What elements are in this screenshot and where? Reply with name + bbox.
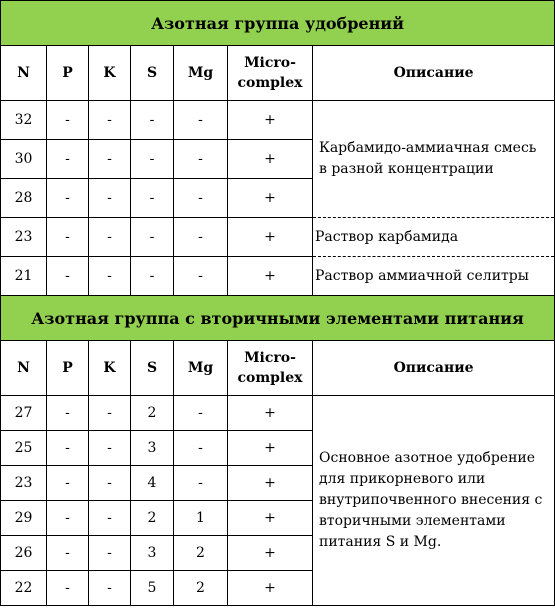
header-microcomplex: Micro- complex (228, 46, 313, 101)
description-cell: Основное азотное удобрение для прикорневого или внутрипочвенного внесения с вторичными элементами питания S и Mg. (313, 396, 555, 606)
cell-microcomplex: + (228, 101, 313, 140)
cell-p: - (47, 257, 89, 296)
cell-s: - (131, 257, 174, 296)
cell-mg: - (174, 218, 228, 257)
cell-mg: - (174, 257, 228, 296)
cell-k: - (89, 257, 131, 296)
cell-microcomplex: + (228, 396, 313, 431)
table-row (1, 218, 555, 257)
cell-p: - (47, 431, 89, 466)
cell-p: - (47, 218, 89, 257)
cell-n: 28 (1, 179, 47, 218)
cell-k: - (89, 396, 131, 431)
cell-k: - (89, 536, 131, 571)
cell-s: - (131, 218, 174, 257)
cell-n: 23 (1, 466, 47, 501)
cell-microcomplex: + (228, 466, 313, 501)
cell-k: - (89, 501, 131, 536)
section-title-row (1, 1, 555, 46)
header-s: S (131, 341, 174, 396)
cell-n: 30 (1, 140, 47, 179)
cell-mg: - (174, 140, 228, 179)
cell-microcomplex: + (228, 431, 313, 466)
description-cell: Раствор аммиачной селитры (313, 257, 555, 296)
header-p: P (47, 341, 89, 396)
header-row (1, 341, 555, 396)
cell-microcomplex: + (228, 536, 313, 571)
description-cell: Раствор карбамида (313, 218, 555, 257)
cell-s: 2 (131, 501, 174, 536)
cell-k: - (89, 101, 131, 140)
table-row (1, 396, 555, 431)
cell-n: 26 (1, 536, 47, 571)
cell-p: - (47, 466, 89, 501)
header-mg: Mg (174, 46, 228, 101)
header-p: P (47, 46, 89, 101)
cell-n: 27 (1, 396, 47, 431)
cell-n: 22 (1, 571, 47, 606)
section-title: Азотная группа удобрений (1, 1, 555, 46)
cell-microcomplex: + (228, 179, 313, 218)
cell-mg: - (174, 101, 228, 140)
header-microcomplex: Micro- complex (228, 341, 313, 396)
section-title: Азотная группа с вторичными элементами питания (1, 296, 555, 341)
cell-k: - (89, 431, 131, 466)
header-s: S (131, 46, 174, 101)
header-n: N (1, 46, 47, 101)
header-description: Описание (313, 341, 555, 396)
cell-k: - (89, 571, 131, 606)
cell-s: - (131, 101, 174, 140)
cell-microcomplex: + (228, 257, 313, 296)
cell-p: - (47, 140, 89, 179)
cell-microcomplex: + (228, 571, 313, 606)
cell-n: 25 (1, 431, 47, 466)
table-row (1, 257, 555, 296)
cell-mg: - (174, 466, 228, 501)
cell-k: - (89, 218, 131, 257)
header-k: K (89, 341, 131, 396)
cell-n: 23 (1, 218, 47, 257)
header-description: Описание (313, 46, 555, 101)
section-title-row (1, 296, 555, 341)
header-mg: Mg (174, 341, 228, 396)
header-k: K (89, 46, 131, 101)
cell-microcomplex: + (228, 501, 313, 536)
cell-n: 21 (1, 257, 47, 296)
cell-s: 4 (131, 466, 174, 501)
cell-s: 3 (131, 536, 174, 571)
cell-p: - (47, 501, 89, 536)
header-n: N (1, 341, 47, 396)
header-row (1, 46, 555, 101)
cell-mg: - (174, 396, 228, 431)
cell-s: - (131, 179, 174, 218)
cell-mg: - (174, 179, 228, 218)
cell-mg: 2 (174, 536, 228, 571)
cell-p: - (47, 101, 89, 140)
cell-p: - (47, 396, 89, 431)
cell-s: 5 (131, 571, 174, 606)
description-cell: Карбамидо-аммиачная смесь в разной концентрации (313, 101, 555, 218)
cell-microcomplex: + (228, 140, 313, 179)
cell-microcomplex: + (228, 218, 313, 257)
cell-mg: 1 (174, 501, 228, 536)
cell-mg: - (174, 431, 228, 466)
cell-p: - (47, 536, 89, 571)
cell-n: 29 (1, 501, 47, 536)
cell-p: - (47, 179, 89, 218)
cell-p: - (47, 571, 89, 606)
cell-s: - (131, 140, 174, 179)
cell-k: - (89, 140, 131, 179)
cell-s: 3 (131, 431, 174, 466)
cell-k: - (89, 466, 131, 501)
cell-mg: 2 (174, 571, 228, 606)
cell-s: 2 (131, 396, 174, 431)
table-row (1, 101, 555, 140)
cell-n: 32 (1, 101, 47, 140)
cell-k: - (89, 179, 131, 218)
